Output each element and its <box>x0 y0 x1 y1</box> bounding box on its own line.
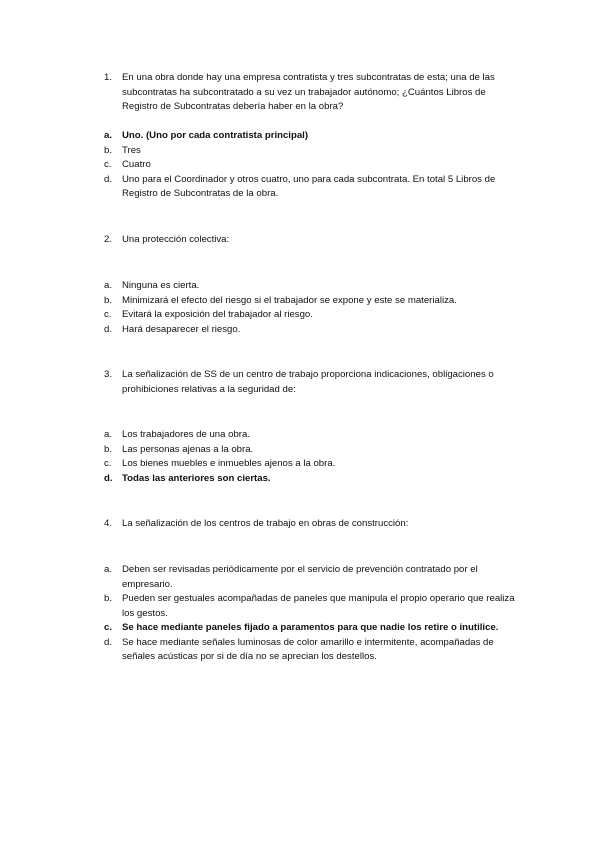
option-letter: a. <box>104 280 113 291</box>
option-2c <box>104 308 524 323</box>
option-text: Hará desaparecer el riesgo. <box>122 323 241 335</box>
option-text: Se hace mediante señales luminosas de color amarillo e intermitente, acompañadas de señales acústicas por si de día no se aprecian los destellos. <box>122 636 494 662</box>
options-1 <box>104 129 524 202</box>
option-letter: d. <box>104 472 113 484</box>
question-3 <box>104 368 524 397</box>
option-4a <box>104 563 524 592</box>
question-text: La señalización de los centros de trabajo en obras de construcción: <box>122 518 409 529</box>
option-text: Cuatro <box>122 159 151 170</box>
option-letter: d. <box>104 173 113 185</box>
option-3c <box>104 457 524 472</box>
option-text: Ninguna es cierta. <box>122 280 200 291</box>
option-letter: b. <box>104 294 113 306</box>
option-text: Tres <box>122 144 141 156</box>
question-number: 1. <box>104 72 113 83</box>
option-letter: b. <box>104 144 113 156</box>
option-text: Uno para el Coordinador y otros cuatro, uno para cada subcontrata. En total 5 Libros de Registro de Subcontratas de la obra. <box>122 173 496 199</box>
options-2 <box>104 279 524 337</box>
question-text: La señalización de SS de un centro de trabajo proporciona indicaciones, obligaciones o prohibiciones relativas a la seguridad de: <box>122 369 494 395</box>
option-4b <box>104 592 524 621</box>
option-letter: c. <box>104 159 112 170</box>
option-letter: a. <box>104 429 113 440</box>
option-letter: d. <box>104 323 113 335</box>
option-1c <box>104 158 524 173</box>
option-1b <box>104 144 524 159</box>
option-2b <box>104 294 524 309</box>
option-2a <box>104 279 524 294</box>
question-number: 2. <box>104 234 113 245</box>
option-text: Pueden ser gestuales acompañadas de paneles que manipula el propio operario que realiza los gestos. <box>122 593 515 619</box>
option-text: Evitará la exposición del trabajador al riesgo. <box>122 309 313 320</box>
options-3 <box>104 428 524 486</box>
question-number: 3. <box>104 369 113 380</box>
option-2d <box>104 323 524 338</box>
option-text: Todas las anteriores son ciertas. <box>122 472 271 484</box>
option-letter: b. <box>104 443 113 455</box>
option-text: Los trabajadores de una obra. <box>122 429 251 440</box>
question-4 <box>104 517 524 532</box>
question-1 <box>104 71 524 115</box>
option-text: Deben ser revisadas periódicamente por el servicio de prevención contratado por el empresario. <box>122 564 478 590</box>
option-text: Uno. (Uno por cada contratista principal) <box>122 130 309 141</box>
option-3d <box>104 472 524 487</box>
option-letter: c. <box>104 309 112 320</box>
question-number: 4. <box>104 518 113 529</box>
option-letter: b. <box>104 593 113 604</box>
option-3b <box>104 443 524 458</box>
option-4c <box>104 621 524 636</box>
option-letter: c. <box>104 622 113 633</box>
option-1a <box>104 129 524 144</box>
option-3a <box>104 428 524 443</box>
option-text: Los bienes muebles e inmuebles ajenos a la obra. <box>122 458 336 469</box>
option-text: Se hace mediante paneles fijado a paramentos para que nadie los retire o inutilice. <box>122 622 499 633</box>
question-text: En una obra donde hay una empresa contratista y tres subcontratas de esta; una de las subcontratas ha subcontratado a su vez un trabajador autónomo; ¿Cuántos Libros de Registro de Subcontratas debería haber en la obra? <box>122 72 495 112</box>
question-2 <box>104 233 524 248</box>
option-1d <box>104 173 524 202</box>
question-text: Una protección colectiva: <box>122 234 230 245</box>
option-letter: d. <box>104 636 113 648</box>
option-letter: a. <box>104 564 113 575</box>
option-text: Minimizará el efecto del riesgo si el trabajador se expone y este se materializa. <box>122 294 457 306</box>
options-4 <box>104 563 524 665</box>
option-letter: a. <box>104 130 113 141</box>
option-4d <box>104 636 524 665</box>
option-letter: c. <box>104 458 112 469</box>
option-text: Las personas ajenas a la obra. <box>122 443 254 455</box>
